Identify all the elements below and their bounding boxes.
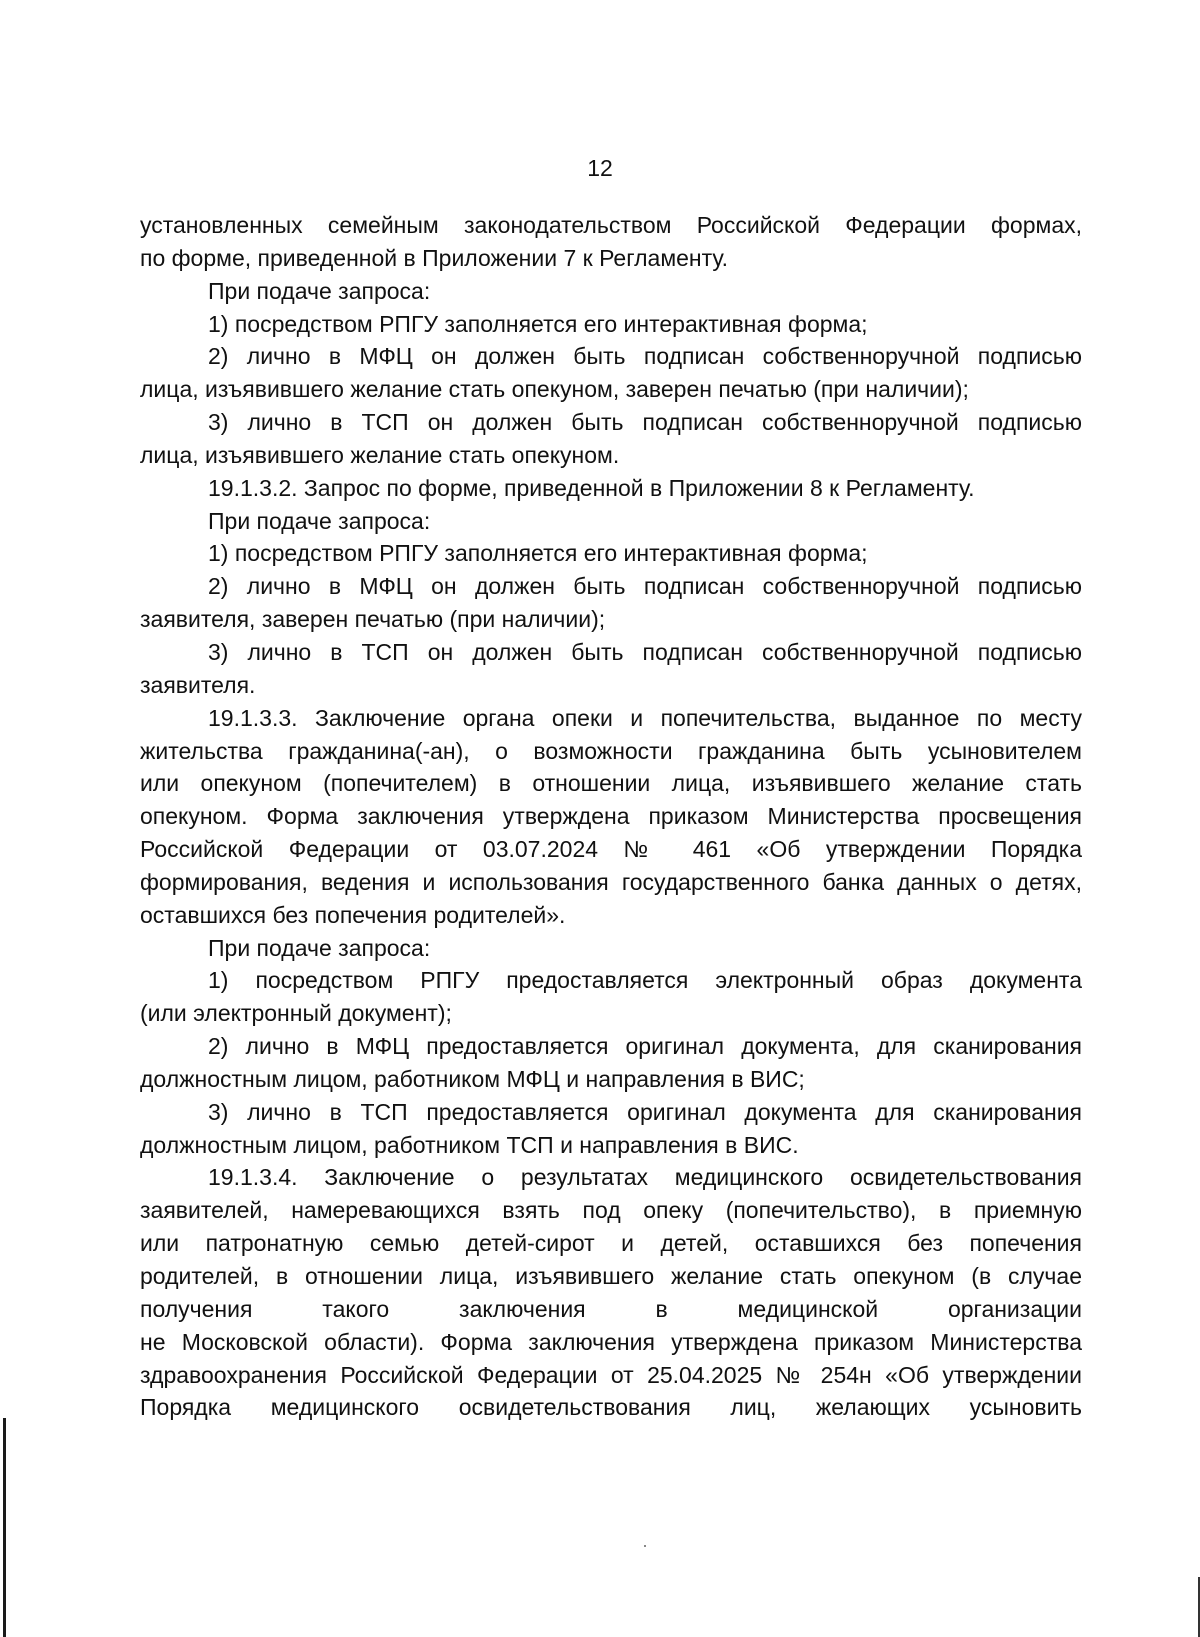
text-line: должностным лицом, работником ТСП и направления в ВИС. xyxy=(140,1131,799,1158)
text-line: 19.1.3.3. Заключение органа опеки и попечительства, выданное по месту xyxy=(208,704,1082,731)
text-line: заявителей, намеревающихся взять под опеку (попечительство), в приемную xyxy=(140,1197,1082,1224)
page-number: 12 xyxy=(587,155,613,181)
text-line: 2) лично в МФЦ он должен быть подписан собственноручной подписью xyxy=(208,343,1082,370)
text-line: лица, изъявившего желание стать опекуном, заверен печатью (при наличии); xyxy=(140,376,969,403)
text-line: (или электронный документ); xyxy=(140,1000,452,1027)
text-line: заявителя, заверен печатью (при наличии); xyxy=(140,606,606,633)
text-line: Порядка медицинского освидетельствования лиц, желающих усыновить xyxy=(140,1394,1082,1421)
text-line: 19.1.3.2. Запрос по форме, приведенной в Приложении 8 к Регламенту. xyxy=(208,474,975,501)
text-line: При подаче запроса: xyxy=(208,507,431,534)
text-line: При подаче запроса: xyxy=(208,934,431,961)
text-line: по форме, приведенной в Приложении 7 к Регламенту. xyxy=(140,244,729,271)
text-line: родителей, в отношении лица, изъявившего желание стать опекуном (в случае xyxy=(140,1263,1082,1289)
text-line: формирования, ведения и использования государственного банка данных о детях, xyxy=(140,868,1082,895)
scan-edge-mark xyxy=(3,1418,6,1637)
text-line: заявителя. xyxy=(140,671,256,698)
text-line: здравоохранения Российской Федерации от 25.04.2025 № 254н «Об утверждении xyxy=(140,1361,1082,1388)
text-line: 1) посредством РПГУ предоставляется электронный образ документа xyxy=(208,967,1082,994)
text-line: установленных семейным законодательством Российской Федерации формах, xyxy=(140,212,1082,238)
text-line: оставшихся без попечения родителей». xyxy=(140,901,566,928)
text-line: 1) посредством РПГУ заполняется его интерактивная форма; xyxy=(208,540,868,567)
scan-speck xyxy=(644,1545,646,1547)
text-line: не Московской области). Форма заключения утверждена приказом Министерства xyxy=(140,1328,1082,1355)
text-line: лица, изъявившего желание стать опекуном. xyxy=(140,441,620,468)
text-line: опекуном. Форма заключения утверждена приказом Министерства просвещения xyxy=(140,803,1082,830)
text-line: При подаче запроса: xyxy=(208,277,431,304)
text-line: Российской Федерации от 03.07.2024 № 461 «Об утверждении Порядка xyxy=(140,836,1082,863)
text-line: 3) лично в ТСП предоставляется оригинал документа для сканирования xyxy=(208,1098,1082,1125)
text-line: 19.1.3.4. Заключение о результатах медицинского освидетельствования xyxy=(208,1164,1082,1191)
text-line: 3) лично в ТСП он должен быть подписан собственноручной подписью xyxy=(208,638,1082,665)
text-line: жительства гражданина(-ан), о возможности гражданина быть усыновителем xyxy=(140,737,1082,764)
text-line: или опекуном (попечителем) в отношении лица, изъявившего желание стать xyxy=(140,770,1082,797)
text-line: или патронатную семью детей-сирот и детей, оставшихся без попечения xyxy=(140,1230,1082,1257)
text-line: 2) лично в МФЦ он должен быть подписан собственноручной подписью xyxy=(208,573,1082,600)
text-line: 2) лично в МФЦ предоставляется оригинал документа, для сканирования xyxy=(208,1033,1082,1060)
text-line: получения такого заключения в медицинской организации xyxy=(140,1295,1082,1322)
text-line: 3) лично в ТСП он должен быть подписан собственноручной подписью xyxy=(208,409,1082,436)
text-line: должностным лицом, работником МФЦ и направления в ВИС; xyxy=(140,1065,805,1092)
document-body xyxy=(140,209,1082,1424)
text-line: 1) посредством РПГУ заполняется его интерактивная форма; xyxy=(208,310,868,337)
